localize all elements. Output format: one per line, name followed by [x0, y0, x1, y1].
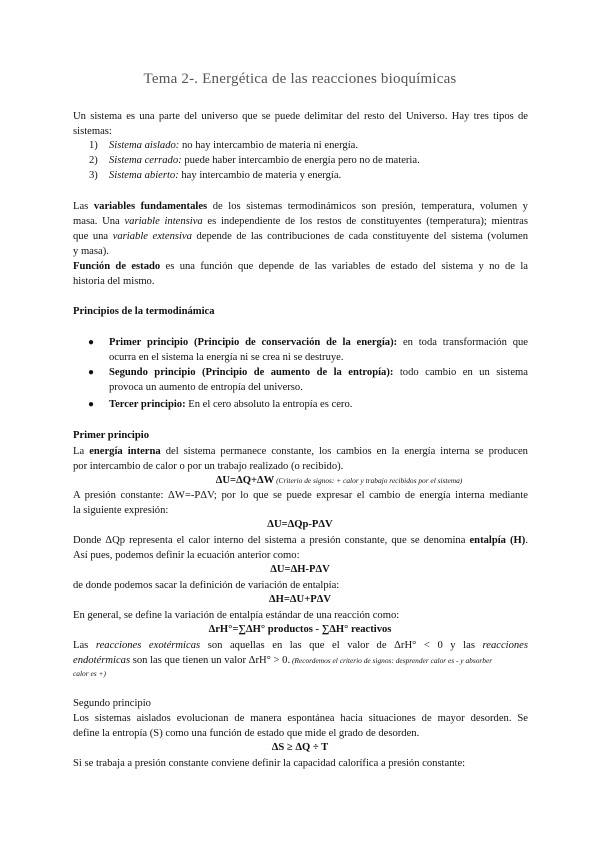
list-item: Tercer principio: En el cero absoluto la entropía es cero. [109, 399, 353, 410]
equation: ΔrH°=∑ΔH° productos - ∑ΔH° reactivos [208, 624, 392, 635]
paragraph-line: A presión constante: ΔW=-PΔV; por lo que se puede expresar el cambio de energía interna mediante [73, 490, 528, 501]
paragraph-line: Las variables fundamentales de los sistemas termodinámicos son presión, temperatura, volumen y [73, 201, 528, 212]
paragraph-line: Si se trabaja a presión constante conviene definir la capacidad calorífica a presión constante: [73, 758, 466, 769]
paragraph-line: En general, se define la variación de entalpía estándar de una reacción como: [73, 610, 400, 621]
paragraph-line: Las reacciones exotérmicas son aquellas en las que el valor de ΔrH° < 0 y las reacciones [73, 640, 529, 651]
paragraph-line: por intercambio de calor o por un trabajo realizado (o recibido). [73, 461, 344, 472]
bullet: ● [88, 399, 95, 410]
paragraph-line: calor es +) [73, 669, 106, 678]
list-item-cont: provoca un aumento de entropía del universo. [109, 382, 303, 393]
list-number: 2) [89, 155, 98, 166]
section-heading: Segundo principio [73, 698, 151, 709]
section-heading: Primer principio [73, 430, 150, 441]
paragraph-line: define la entropía (S) como una función de estado que mide el grado de desorden. [73, 728, 420, 739]
equation: ΔU=ΔH-PΔV [270, 564, 330, 575]
equation: ΔU=ΔQp-PΔV [267, 519, 333, 530]
paragraph-line: masa. Una variable intensiva es independiente de los restos de constituyentes (temperatura); mientras [73, 216, 528, 227]
paragraph-line: de donde podemos sacar la definición de variación de entalpía: [73, 580, 340, 591]
paragraph-line: Función de estado es una función que depende de las variables de estado del sistema y no de la [73, 261, 528, 272]
bullet: ● [88, 367, 95, 378]
paragraph-line: Los sistemas aislados evolucionan de manera espontánea hacia situaciones de mayor desorden. Se [73, 713, 528, 724]
paragraph-line: Donde ΔQp representa el calor interno del sistema a presión constante, que se denomina entalpía (H). [73, 535, 528, 546]
list-item: Sistema aislado: no hay intercambio de materia ni energía. [109, 140, 358, 151]
section-heading: Principios de la termodinámica [73, 306, 215, 317]
paragraph-line: Así pues, podemos definir la ecuación anterior como: [73, 550, 300, 561]
list-item: Sistema abierto: hay intercambio de materia y energía. [109, 170, 342, 181]
page-title: Tema 2-. Energética de las reacciones bioquímicas [143, 71, 457, 87]
equation: ΔU=ΔQ+ΔW (Criterio de signos: + calor y trabajo recibidos por el sistema) [215, 475, 463, 486]
list-item: Segundo principio (Principio de aumento de la entropía): todo cambio en un sistema [109, 367, 528, 378]
intro-line: Un sistema es una parte del universo que se puede delimitar del resto del Universo. Hay tres tipos de [73, 111, 528, 122]
equation: ΔH=ΔU+PΔV [268, 594, 331, 605]
intro-line: sistemas: [73, 126, 112, 137]
list-number: 1) [89, 140, 98, 151]
paragraph-line: que una variable extensiva depende de las contribuciones de cada constituyente del sistema (volumen [73, 231, 529, 242]
equation: ΔS ≥ ΔQ ÷ T [271, 742, 329, 753]
paragraph-line: la siguiente expresión: [73, 505, 169, 516]
bullet: ● [88, 337, 95, 348]
list-number: 3) [89, 170, 98, 181]
paragraph-line: La energía interna del sistema permanece constante, los cambios en la energía interna se producen [73, 446, 528, 457]
paragraph-line: y masa). [73, 246, 109, 257]
paragraph-line: endotérmicas son las que tienen un valor ΔrH° > 0. (Recordemos el criterio de signos: desprender calor es - y absorber [73, 655, 493, 666]
list-item: Primer principio (Principio de conservación de la energía): en toda transformación que [109, 337, 528, 348]
list-item: Sistema cerrado: puede haber intercambio de energía pero no de materia. [109, 155, 420, 166]
list-item-cont: ocurra en el sistema la energía ni se crea ni se destruye. [109, 352, 344, 363]
paragraph-line: historia del mismo. [73, 276, 155, 287]
